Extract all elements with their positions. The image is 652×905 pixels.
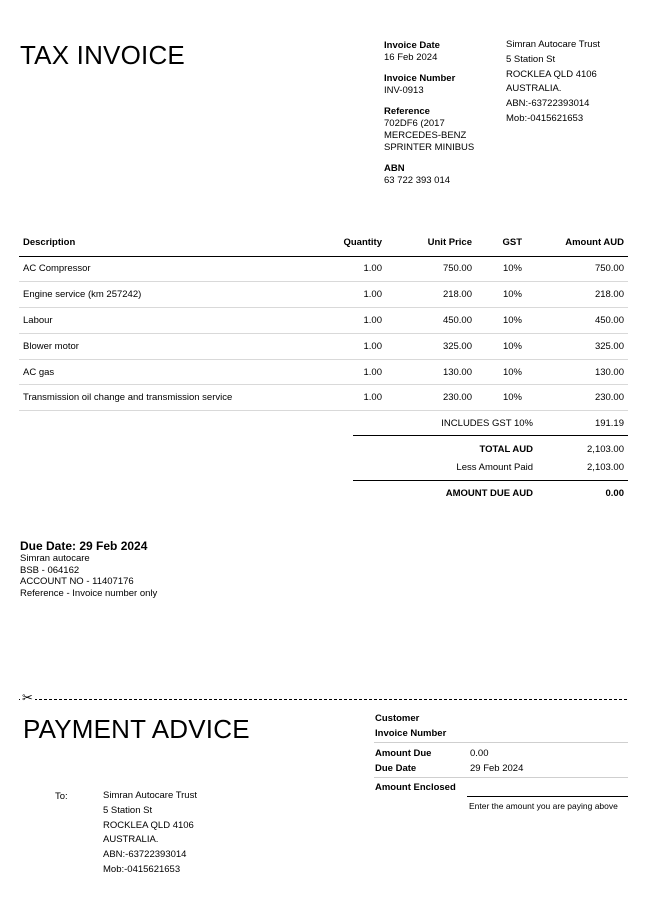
payment-line: Reference - Invoice number only — [20, 588, 158, 600]
row-quantity: 1.00 — [309, 308, 386, 334]
supplier-line: 5 Station St — [506, 53, 556, 65]
reference-label: Reference — [384, 106, 430, 117]
invoice-meta — [384, 40, 494, 187]
row-amount: 230.00 — [538, 385, 628, 411]
due-date-label-advice: Due Date — [375, 763, 417, 774]
supplier-line: Simran Autocare Trust — [506, 39, 600, 50]
row-amount: 325.00 — [538, 333, 628, 359]
table-row — [19, 308, 628, 334]
advice-divider — [374, 777, 628, 778]
invoice-date-value: 16 Feb 2024 — [384, 52, 438, 63]
amount-due-divider — [353, 480, 628, 481]
row-gst: 10% — [476, 282, 538, 308]
total-value: 2,103.00 — [587, 444, 624, 455]
payment-info — [20, 539, 157, 600]
row-gst: 10% — [476, 359, 538, 385]
row-quantity: 1.00 — [309, 256, 386, 282]
supplier-address — [506, 38, 600, 127]
to-line: ABN:-63722393014 — [103, 849, 187, 861]
invoice-number-value: INV-0913 — [384, 85, 424, 96]
to-address — [103, 789, 197, 878]
amount-paid-value: 2,103.00 — [587, 462, 624, 473]
row-quantity: 1.00 — [309, 385, 386, 411]
to-label: To: — [55, 791, 68, 802]
row-gst: 10% — [476, 308, 538, 334]
row-description: AC Compressor — [19, 256, 309, 282]
row-description: Engine service (km 257242) — [19, 282, 309, 308]
to-line: Simran Autocare Trust — [103, 790, 197, 801]
supplier-line: ROCKLEA QLD 4106 — [506, 68, 597, 80]
table-row — [19, 385, 628, 411]
due-date: Due Date: 29 Feb 2024 — [20, 539, 148, 553]
supplier-line: AUSTRALIA. — [506, 83, 562, 95]
row-description: Labour — [19, 308, 309, 334]
advice-divider — [374, 742, 628, 743]
row-description: AC gas — [19, 359, 309, 385]
amount-enclosed-input[interactable] — [467, 796, 628, 797]
line-items-table — [19, 230, 628, 411]
row-gst: 10% — [476, 333, 538, 359]
row-unit-price: 325.00 — [386, 333, 476, 359]
amount-due-value: 0.00 — [605, 488, 624, 499]
due-date-value-advice: 29 Feb 2024 — [470, 763, 524, 774]
invoice-number-label: Invoice Number — [384, 73, 456, 84]
amount-enclosed-label: Amount Enclosed — [375, 782, 456, 793]
reference-line: MERCEDES-BENZ — [384, 130, 467, 141]
row-gst: 10% — [476, 385, 538, 411]
payment-line: BSB - 064162 — [20, 564, 80, 576]
invoice-number-label-advice: Invoice Number — [375, 728, 447, 739]
total-label: TOTAL AUD — [479, 444, 533, 455]
row-unit-price: 218.00 — [386, 282, 476, 308]
row-quantity: 1.00 — [309, 359, 386, 385]
supplier-line: ABN:-63722393014 — [506, 98, 590, 110]
supplier-line: Mob:-0415621653 — [506, 112, 584, 124]
table-row — [19, 333, 628, 359]
to-line: 5 Station St — [103, 804, 153, 816]
row-unit-price: 750.00 — [386, 256, 476, 282]
payment-line: ACCOUNT NO - 11407176 — [20, 576, 134, 588]
reference-line: SPRINTER MINIBUS — [384, 142, 475, 153]
row-quantity: 1.00 — [309, 333, 386, 359]
header-unit-price: Unit Price — [386, 230, 476, 256]
header-gst: GST — [476, 230, 538, 256]
abn-value: 63 722 393 014 — [384, 175, 451, 186]
payment-line: Simran autocare — [20, 553, 90, 564]
amount-due-value-advice: 0.00 — [470, 748, 489, 759]
invoice-title: TAX INVOICE — [20, 40, 185, 70]
row-unit-price: 130.00 — [386, 359, 476, 385]
scissors-icon: ✂ — [22, 690, 33, 705]
row-unit-price: 230.00 — [386, 385, 476, 411]
row-description: Blower motor — [19, 333, 309, 359]
table-row — [19, 282, 628, 308]
row-amount: 450.00 — [538, 308, 628, 334]
header-description: Description — [19, 230, 309, 256]
customer-label: Customer — [375, 713, 420, 724]
totals-divider — [353, 435, 628, 436]
row-quantity: 1.00 — [309, 282, 386, 308]
enclosed-hint: Enter the amount you are paying above — [469, 801, 618, 811]
includes-gst-value: 191.19 — [594, 418, 624, 429]
header-amount: Amount AUD — [538, 230, 628, 256]
reference-line: 702DF6 (2017 — [384, 118, 445, 129]
header-quantity: Quantity — [309, 230, 386, 256]
amount-due-label: AMOUNT DUE AUD — [445, 488, 533, 499]
includes-gst-label: INCLUDES GST 10% — [441, 418, 533, 429]
table-header-row — [19, 230, 628, 256]
payment-advice-title: PAYMENT ADVICE — [23, 714, 250, 744]
to-line: ROCKLEA QLD 4106 — [103, 819, 194, 831]
to-line: AUSTRALIA. — [103, 834, 159, 846]
to-line: Mob:-0415621653 — [103, 863, 181, 875]
row-gst: 10% — [476, 256, 538, 282]
cut-line — [19, 699, 627, 700]
amount-due-label-advice: Amount Due — [375, 748, 432, 759]
abn-label: ABN — [384, 163, 405, 174]
row-unit-price: 450.00 — [386, 308, 476, 334]
row-description: Transmission oil change and transmission service — [19, 385, 309, 411]
row-amount: 218.00 — [538, 282, 628, 308]
amount-paid-label: Less Amount Paid — [456, 462, 533, 473]
invoice-date-label: Invoice Date — [384, 40, 440, 51]
table-row — [19, 256, 628, 282]
row-amount: 750.00 — [538, 256, 628, 282]
row-amount: 130.00 — [538, 359, 628, 385]
table-row — [19, 359, 628, 385]
